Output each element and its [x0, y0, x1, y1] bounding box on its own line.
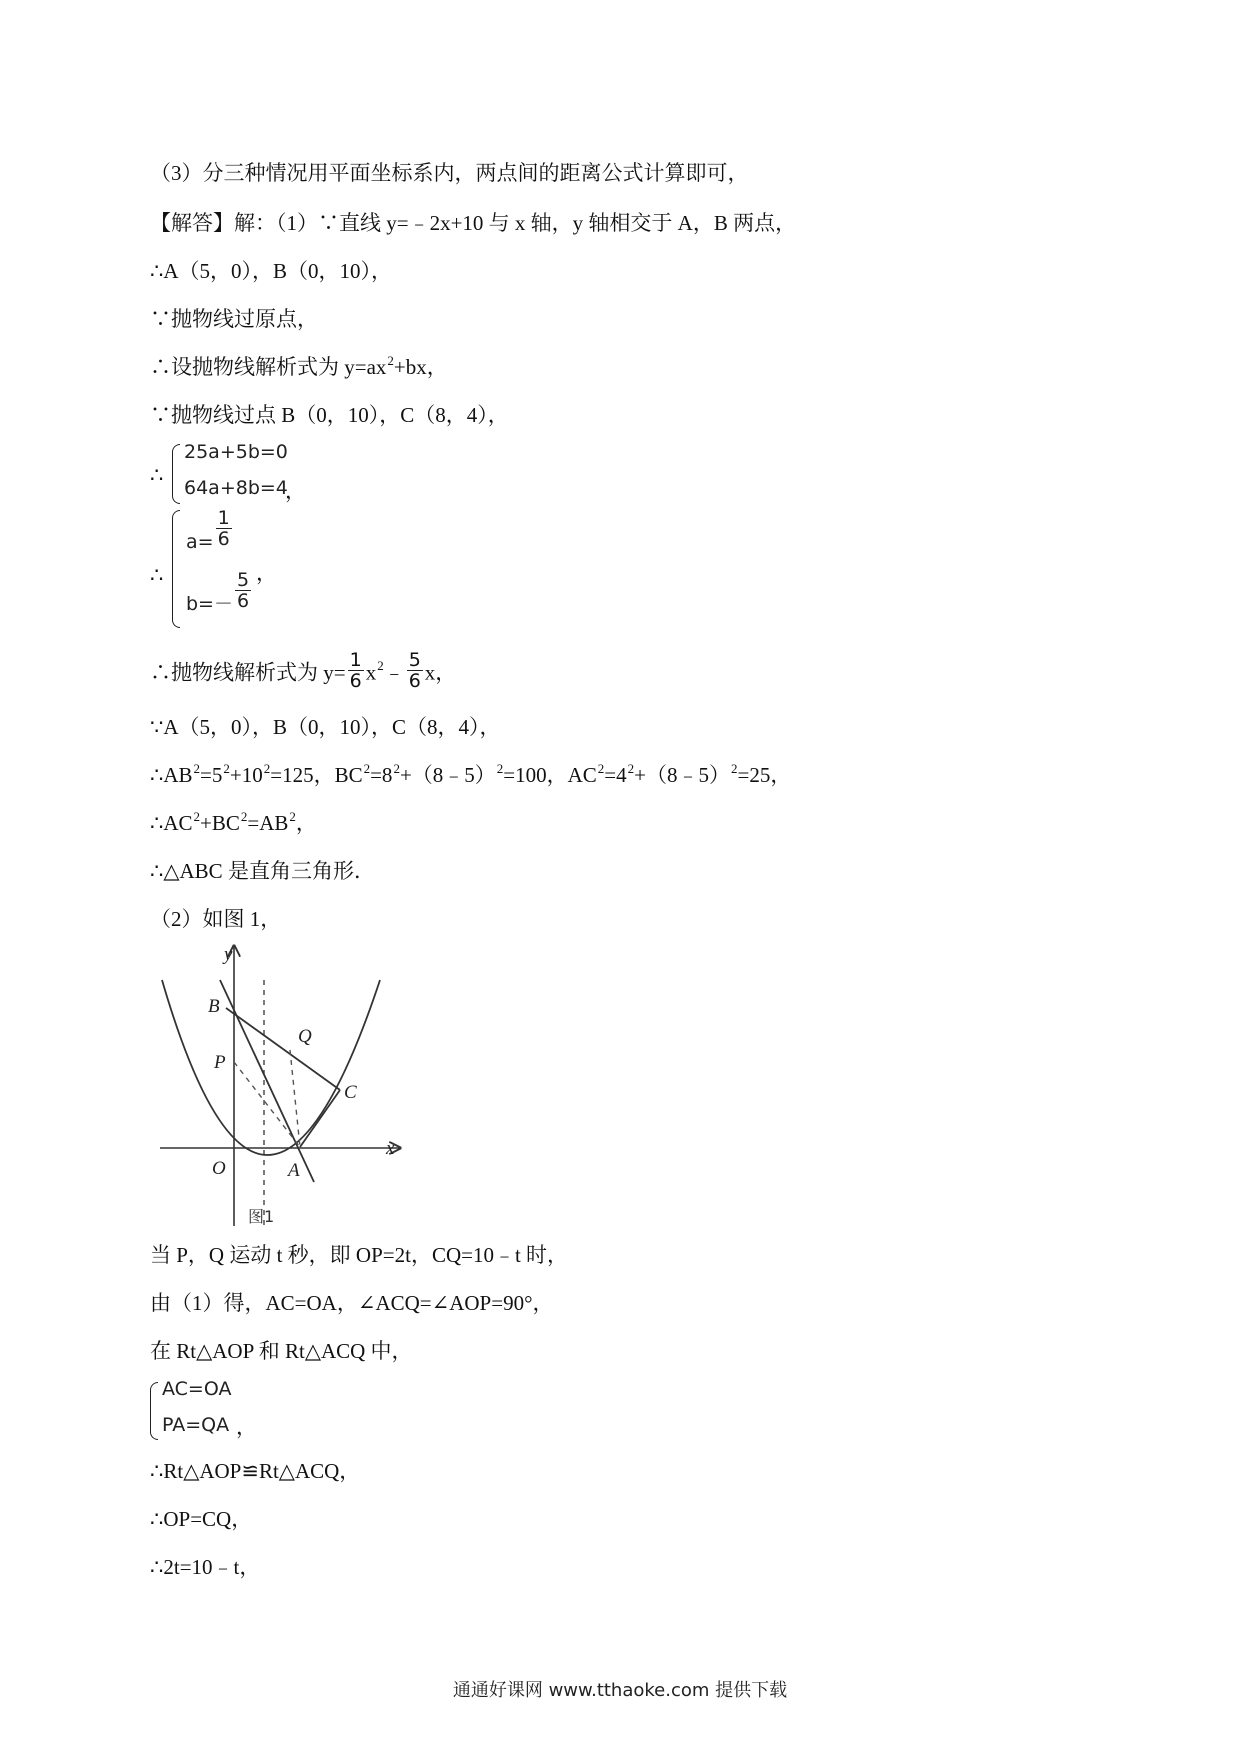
- text-line: ∴Rt△AOP≌Rt△ACQ，: [150, 1459, 361, 1483]
- comma: ，: [256, 561, 277, 585]
- equation: [186, 569, 253, 615]
- comma: ，: [285, 479, 306, 503]
- denominator: 6: [217, 528, 230, 550]
- text-line: 由（1）得，AC=OA，∠ACQ=∠AOP=90°，: [150, 1291, 554, 1315]
- left-brace: [172, 510, 180, 628]
- superscript: 2: [597, 761, 605, 776]
- text-span: ﹣: [383, 660, 405, 685]
- fraction: [407, 650, 423, 691]
- text-span: =AB: [247, 811, 289, 835]
- text-span: ，: [295, 811, 317, 835]
- text-span: x: [365, 660, 377, 685]
- label-p: P: [214, 1052, 226, 1073]
- geometry-figure: [150, 940, 410, 1230]
- numerator: 5: [408, 649, 421, 671]
- superscript: 2: [627, 761, 635, 776]
- equation: [186, 507, 234, 553]
- equation: 25a+5b=0: [184, 441, 288, 463]
- text-line: （3）分三种情况用平面坐标系内，两点间的距离公式计算即可，: [150, 161, 749, 185]
- superscript: 2: [263, 761, 271, 776]
- text-span: +BC: [200, 811, 240, 835]
- label-x: x: [386, 1138, 395, 1159]
- superscript: 2: [377, 658, 384, 674]
- text-span: ∴AC: [150, 811, 193, 835]
- text-line: [150, 354, 448, 383]
- denominator: 6: [349, 670, 362, 692]
- text-line: ∵抛物线过点 B（0，10），C（8，4），: [150, 403, 509, 427]
- numerator: 5: [236, 569, 250, 591]
- superscript: 2: [193, 809, 201, 824]
- text-span: b=－: [186, 593, 233, 615]
- text-line: 当 P，Q 运动 t 秒，即 OP=2t，CQ=10﹣t 时，: [150, 1243, 569, 1267]
- superscript: 2: [289, 809, 296, 824]
- text-line: 在 Rt△AOP 和 Rt△ACQ 中，: [150, 1339, 413, 1363]
- text-span: =125，BC: [270, 763, 363, 787]
- text-span: +（8﹣5）: [634, 763, 730, 787]
- label-b: B: [208, 996, 220, 1017]
- text-span: =8: [370, 763, 393, 787]
- therefore-symbol: ∴: [150, 563, 164, 587]
- text-line: [150, 810, 317, 839]
- equation: AC=OA: [162, 1378, 232, 1400]
- text-line: ∴2t=10﹣t，: [150, 1555, 261, 1579]
- text-span: +10: [229, 763, 263, 787]
- text-span: =100，AC: [503, 763, 597, 787]
- parabola: [162, 980, 380, 1155]
- text-line: ∴△ABC 是直角三角形．: [150, 859, 375, 883]
- numerator: 1: [217, 507, 230, 529]
- equation: 64a+8b=4: [184, 477, 288, 499]
- label-c: C: [344, 1082, 357, 1103]
- text-span: =25，: [737, 763, 792, 787]
- comma: ，: [236, 1415, 257, 1439]
- label-a: A: [288, 1160, 300, 1181]
- superscript: 2: [730, 761, 738, 776]
- text-span: ∴AB: [150, 763, 193, 787]
- superscript: 2: [363, 761, 371, 776]
- superscript: 2: [393, 761, 400, 776]
- segment-ac: [300, 1090, 340, 1147]
- label-o: O: [212, 1158, 226, 1179]
- superscript: 2: [193, 761, 201, 776]
- text-line: ∴A（5，0），B（0，10），: [150, 259, 393, 283]
- fraction: [216, 508, 232, 549]
- superscript: 2: [387, 353, 394, 368]
- denominator: 6: [236, 590, 250, 612]
- text-line: [150, 762, 791, 791]
- left-brace: [150, 1382, 158, 1440]
- denominator: 6: [408, 670, 421, 692]
- text-span: ∴抛物线解析式为 y=: [150, 660, 346, 685]
- text-line: ∵抛物线过原点，: [150, 307, 318, 331]
- superscript: 2: [496, 761, 504, 776]
- text-span: +（8﹣5）: [399, 763, 496, 787]
- text-span: =4: [604, 763, 627, 787]
- text-line: ∴OP=CQ，: [150, 1507, 253, 1531]
- equation: PA=QA: [162, 1414, 230, 1436]
- text-span: +bx，: [393, 355, 448, 379]
- text-span: a=: [186, 531, 214, 553]
- text-line: ∵A（5，0），B（0，10），C（8，4），: [150, 715, 501, 739]
- text-span: x，: [424, 660, 457, 685]
- superscript: 2: [223, 761, 230, 776]
- text-span: =5: [200, 763, 223, 787]
- page-footer: 通通好课网 www.tthaoke.com 提供下载: [452, 1680, 788, 1701]
- text-line: 【解答】解：（1）∵直线 y=﹣2x+10 与 x 轴，y 轴相交于 A，B 两点，: [150, 211, 797, 235]
- therefore-symbol: ∴: [150, 463, 164, 487]
- superscript: 2: [240, 809, 248, 824]
- segment-ap: [234, 1062, 300, 1147]
- fraction: [348, 650, 364, 691]
- text-line: [150, 649, 457, 695]
- fraction: [235, 570, 251, 611]
- label-q: Q: [298, 1026, 312, 1047]
- segment-bc: [226, 1008, 340, 1090]
- label-y: y: [224, 944, 233, 965]
- figure-caption: 图1: [248, 1207, 275, 1226]
- numerator: 1: [349, 649, 362, 671]
- text-line: （2）如图 1，: [150, 907, 282, 931]
- text-span: ∴设抛物线解析式为 y=ax: [150, 355, 387, 379]
- left-brace: [172, 444, 180, 504]
